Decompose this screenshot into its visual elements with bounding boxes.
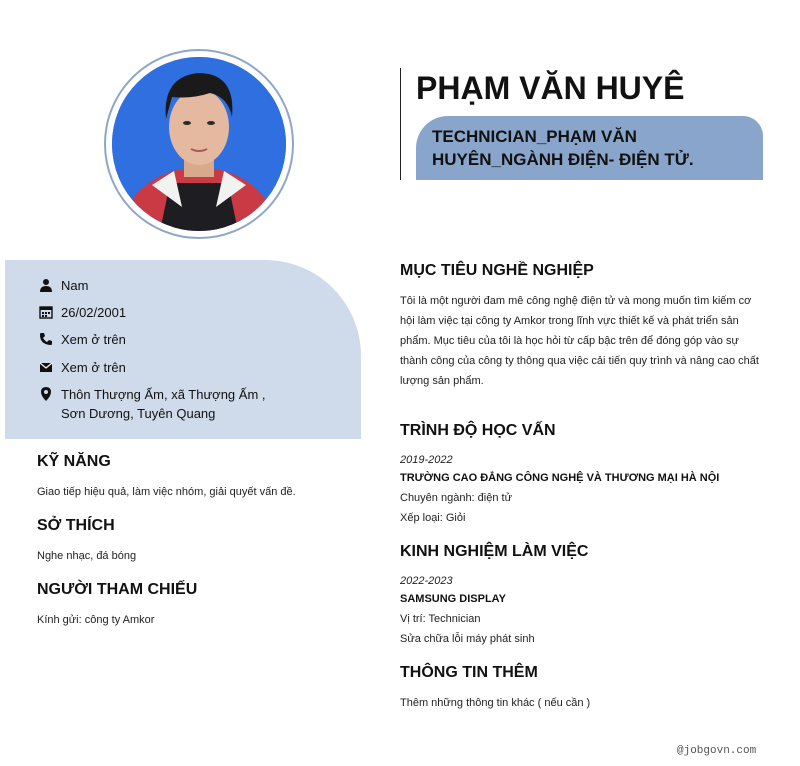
contact-panel — [5, 260, 361, 439]
experience-heading: KINH NGHIỆM LÀM VIỆC — [400, 543, 589, 560]
objective-heading: MỤC TIÊU NGHỀ NGHIỆP — [400, 262, 594, 279]
phone-icon — [39, 332, 53, 346]
references-heading: NGƯỜI THAM CHIẾU — [37, 581, 198, 598]
gender-value: Nam — [61, 278, 89, 293]
extra-info-heading: THÔNG TIN THÊM — [400, 664, 538, 681]
education-heading: TRÌNH ĐỘ HỌC VẤN — [400, 422, 556, 439]
contact-address — [39, 385, 291, 423]
mail-icon — [39, 360, 53, 374]
calendar-icon — [39, 305, 53, 319]
location-pin-icon — [39, 387, 53, 401]
contact-email — [39, 358, 126, 377]
contact-birthday — [39, 303, 126, 322]
contact-gender — [39, 276, 88, 295]
education-period: 2019-2022 — [400, 454, 453, 466]
education-major: Chuyên ngành: điện tử — [400, 492, 512, 504]
job-title-box — [416, 116, 763, 180]
watermark: @jobgovn.com — [677, 745, 757, 757]
experience-position: Vị trí: Technician — [400, 613, 481, 625]
email-value: Xem ở trên — [61, 360, 126, 375]
avatar — [112, 57, 286, 231]
hobbies-heading: SỞ THÍCH — [37, 517, 115, 534]
extra-info-text: Thêm những thông tin khác ( nếu cần ) — [400, 697, 591, 709]
objective-text: Tôi là một người đam mê công nghệ điện tử và mong muốn tìm kiếm cơ hội làm việc tại công ty Amkor trong lĩnh vực thiết kế và phát triển sản phẩm. Mục tiêu của tôi là học hỏi từ cấp bậc trên để đóng góp vào sự thành công của công ty thông qua việc cải tiến quy trình và nâng cao chất lượng sản phẩm. — [400, 295, 759, 387]
name-divider — [400, 68, 401, 180]
address-value: Thôn Thượng Ấm, xã Thượng Ấm , Sơn Dương, Tuyên Quang — [61, 387, 266, 421]
birthday-value: 26/02/2001 — [61, 305, 127, 320]
experience-period: 2022-2023 — [400, 575, 453, 587]
education-school: TRƯỜNG CAO ĐẲNG CÔNG NGHỆ VÀ THƯƠNG MẠI HÀ NỘI — [400, 472, 720, 484]
job-title: TECHNICIAN_PHẠM VĂN HUYÊN_NGÀNH ĐIỆN- ĐIỆN TỬ. — [432, 127, 694, 169]
portrait-image — [112, 57, 286, 231]
education-grade: Xếp loại: Giỏi — [400, 512, 466, 524]
experience-task: Sửa chữa lỗi máy phát sinh — [400, 633, 535, 645]
person-icon — [39, 278, 53, 292]
skills-heading: KỸ NĂNG — [37, 453, 111, 470]
experience-company: SAMSUNG DISPLAY — [400, 593, 506, 605]
phone-value: Xem ở trên — [61, 332, 126, 347]
skills-text: Giao tiếp hiệu quả, làm việc nhóm, giải quyết vấn đề. — [37, 486, 296, 498]
avatar-frame — [104, 49, 294, 239]
hobbies-text: Nghe nhạc, đá bóng — [37, 550, 137, 562]
references-text: Kính gửi: công ty Amkor — [37, 614, 155, 626]
candidate-name: PHẠM VĂN HUYÊ — [416, 70, 685, 106]
contact-phone — [39, 330, 126, 349]
